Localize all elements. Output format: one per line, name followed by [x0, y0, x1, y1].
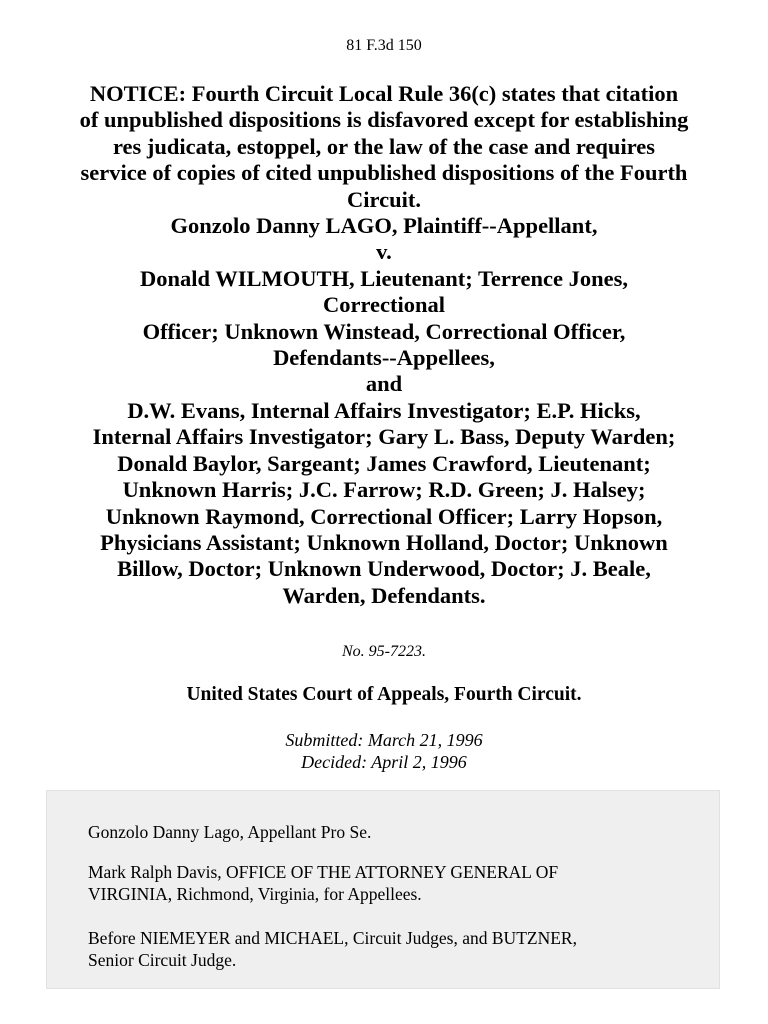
appellees-counsel: [88, 861, 678, 905]
defendants-line: Unknown Harris; J.C. Farrow; R.D. Green; J. Halsey;: [122, 477, 646, 503]
appellant-line: Gonzolo Danny LAGO, Plaintiff--Appellant,: [170, 213, 598, 239]
appellees-line: Correctional: [322, 292, 446, 318]
notice-line: service of copies of cited unpublished dispositions of the Fourth: [80, 160, 688, 186]
defendants-line: Warden, Defendants.: [282, 582, 486, 608]
notice-line: NOTICE: Fourth Circuit Local Rule 36(c) states that citation: [89, 81, 679, 106]
appellees-line: Donald WILMOUTH, Lieutenant; Terrence Jones,: [140, 265, 628, 291]
docket-number: No. 95-7223.: [342, 643, 426, 660]
case-dates: [0, 729, 768, 773]
submitted-date: Submitted: March 21, 1996: [285, 730, 483, 750]
case-citation: 81 F.3d 150: [346, 37, 422, 54]
judges-panel-line: Before NIEMEYER and MICHAEL, Circuit Judges, and BUTZNER,: [88, 928, 577, 948]
and-line: and: [365, 371, 403, 397]
judges-panel-line: Senior Circuit Judge.: [88, 950, 237, 970]
defendants-line: Donald Baylor, Sargeant; James Crawford, Lieutenant;: [117, 450, 651, 476]
appellant-counsel: Gonzolo Danny Lago, Appellant Pro Se.: [88, 822, 372, 842]
defendants-line: Internal Affairs Investigator; Gary L. Bass, Deputy Warden;: [92, 424, 676, 450]
appellees-line: Defendants--Appellees,: [273, 345, 495, 371]
court-name: United States Court of Appeals, Fourth Circuit.: [186, 684, 582, 705]
appellees-counsel-line: Mark Ralph Davis, OFFICE OF THE ATTORNEY GENERAL OF: [88, 862, 559, 882]
defendants-line: Physicians Assistant; Unknown Holland, Doctor; Unknown: [100, 529, 668, 555]
notice-line: of unpublished dispositions is disfavored except for establishing: [79, 107, 689, 133]
judges-panel: [88, 927, 678, 971]
notice-line: res judicata, estoppel, or the law of the case and requires: [112, 133, 656, 159]
defendants-line: D.W. Evans, Internal Affairs Investigator; E.P. Hicks,: [127, 397, 641, 423]
decided-date: Decided: April 2, 1996: [301, 752, 467, 772]
versus-line: v.: [376, 239, 392, 265]
defendants-line: Billow, Doctor; Unknown Underwood, Doctor; J. Beale,: [117, 556, 651, 582]
appellees-line: Officer; Unknown Winstead, Correctional Officer,: [142, 318, 626, 344]
defendants-line: Unknown Raymond, Correctional Officer; Larry Hopson,: [105, 503, 663, 529]
case-caption: [30, 81, 738, 609]
appellees-counsel-line: VIRGINIA, Richmond, Virginia, for Appellees.: [88, 884, 422, 904]
counsel-panel: [46, 790, 720, 989]
notice-line: Circuit.: [347, 186, 421, 212]
